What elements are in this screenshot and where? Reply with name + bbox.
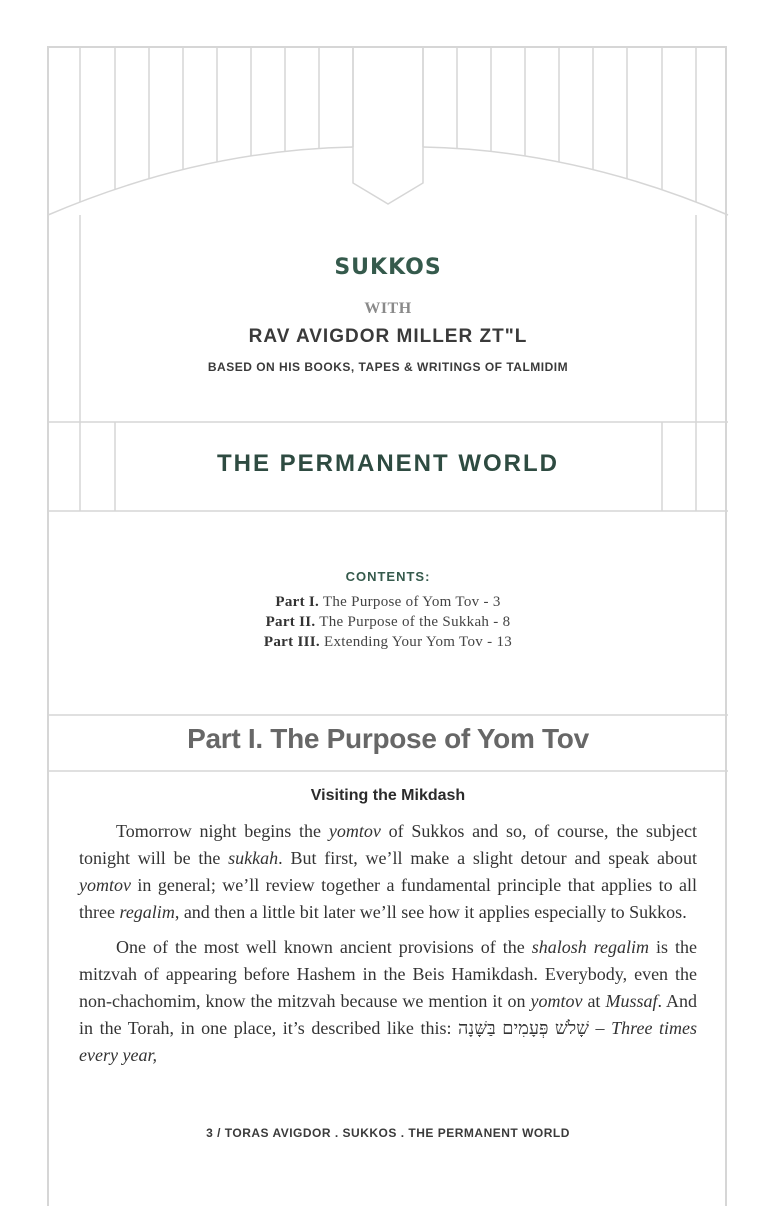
paragraph-2 xyxy=(79,934,697,1069)
p2-run-8: – xyxy=(588,1018,612,1038)
p1-run-1: yomtov xyxy=(328,821,381,841)
book-title: SUKKOS xyxy=(334,255,442,280)
contents-item-3[interactable]: Part III. Extending Your Yom Tov - 13 xyxy=(263,634,513,650)
p2-run-0: One of the most well known ancient provisions of the xyxy=(116,937,532,957)
p1-run-8: , and then a little bit later we’ll see how it applies especially to Sukkos. xyxy=(174,902,687,922)
author-name: RAV AVIGDOR MILLER ZT"L xyxy=(248,326,528,347)
p1-run-7: regalim xyxy=(119,902,175,922)
article-body xyxy=(79,818,697,1077)
p2-run-4: at xyxy=(582,991,606,1011)
issue-subtitle: THE PERMANENT WORLD xyxy=(217,450,559,477)
p1-run-0: Tomorrow night begins the xyxy=(116,821,329,841)
p2-run-2: is the mitzvah of appearing before Hashem in the Beis Hamikdash. Everybody, even the non-chachomim, know the mitzvah because we mention it on xyxy=(79,937,697,1011)
p1-run-4: . But first, we’ll make a slight detour and speak about xyxy=(278,848,698,868)
contents-item-2[interactable]: Part II. The Purpose of the Sukkah - 8 xyxy=(265,614,511,630)
p2-run-3: yomtov xyxy=(530,991,583,1011)
with-label: WITH xyxy=(364,300,412,317)
p2-run-7: שָׁלֹשׁ פְּעָמִים בַּשָּׁנָה xyxy=(458,1018,589,1038)
page-footer: 3 / TORAS AVIGDOR . SUKKOS . THE PERMANENT WORLD xyxy=(206,1126,570,1140)
contents-item-1[interactable]: Part I. The Purpose of Yom Tov - 3 xyxy=(275,594,501,610)
based-on-line: BASED ON HIS BOOKS, TAPES & WRITINGS OF TALMIDIM xyxy=(207,360,569,374)
p2-run-5: Mussaf xyxy=(605,991,658,1011)
paragraph-1 xyxy=(79,818,697,926)
section-subheading: Visiting the Mikdash xyxy=(310,787,466,804)
contents-heading: CONTENTS: xyxy=(345,569,431,584)
part-title: Part I. The Purpose of Yom Tov xyxy=(187,723,589,754)
p2-run-9: Three times every year, xyxy=(79,1018,698,1065)
p1-run-2: of Sukkos and so, of course, the subject tonight will be the xyxy=(79,821,698,868)
p1-run-6: in general; we’ll review together a fundamental principle that applies to all three xyxy=(79,875,697,922)
p2-run-1: shalosh regalim xyxy=(531,937,650,957)
p1-run-5: yomtov xyxy=(79,875,131,895)
contents-list xyxy=(0,592,776,652)
p1-run-3: sukkah xyxy=(228,848,279,868)
p2-run-6: . And in the Torah, in one place, it’s described like this: xyxy=(79,991,697,1038)
